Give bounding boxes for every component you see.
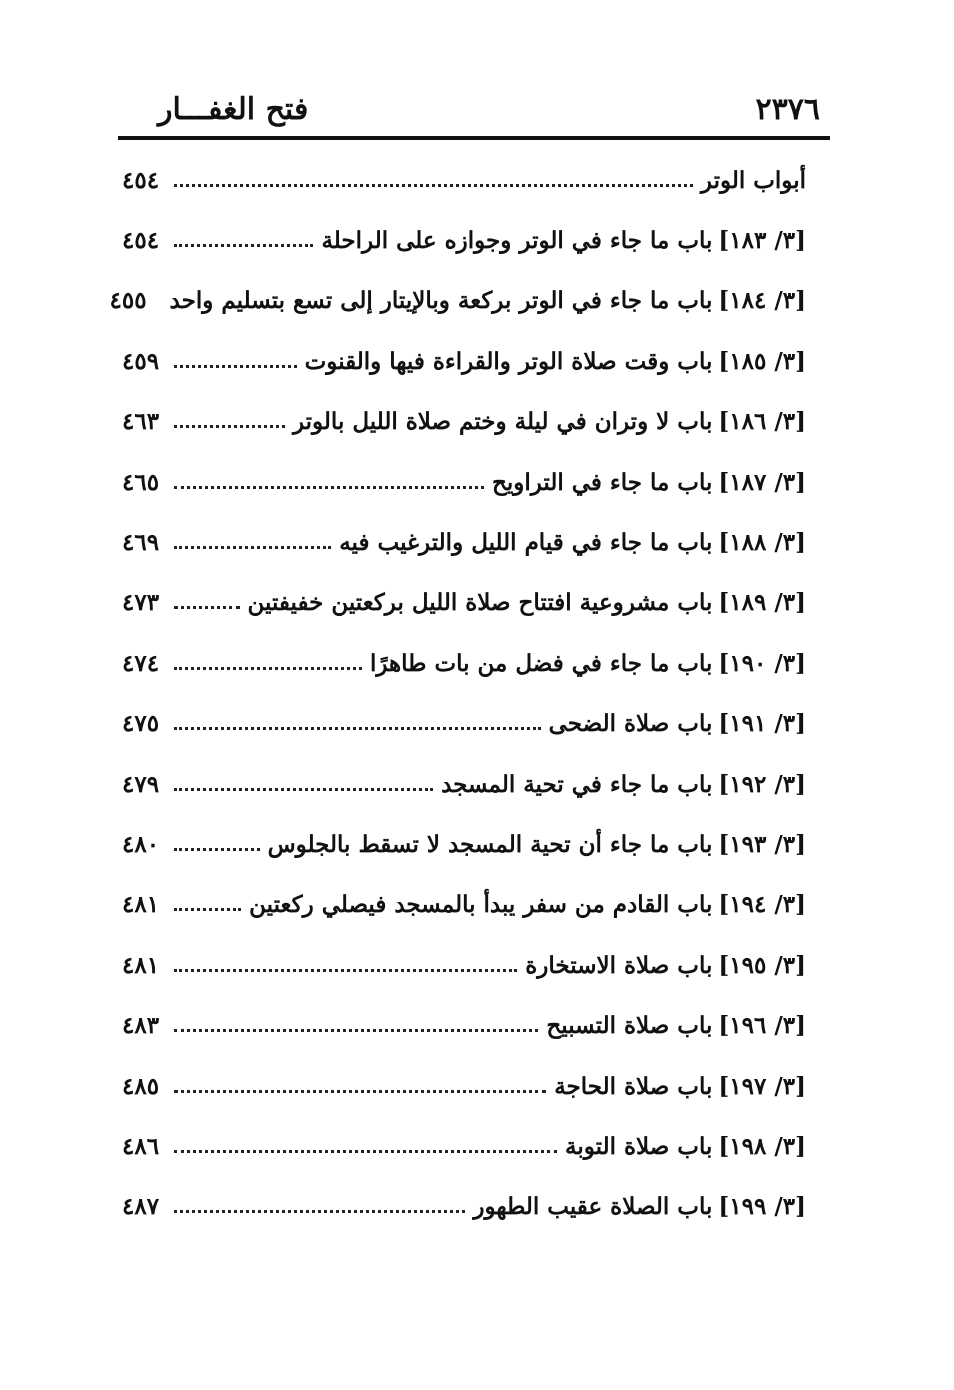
dot-leader — [174, 667, 362, 670]
toc-entry — [109, 271, 806, 331]
toc-entry-title: باب ما جاء في الوتر وجوازه على الراحلة — [321, 227, 713, 255]
toc-entry-title: باب القادم من سفر يبدأ بالمسجد فيصلي ركعتين — [249, 891, 713, 919]
toc-entry-ref: [٣/ ١٨٨] — [718, 529, 806, 557]
toc-entry — [122, 754, 806, 814]
dot-leader — [174, 1090, 546, 1093]
dot-leader — [174, 908, 241, 911]
toc-entry-page: ٤٥٥ — [109, 287, 147, 315]
dot-leader — [174, 1029, 538, 1032]
dot-leader — [174, 848, 260, 851]
toc-entry-ref: [٣/ ١٩٧] — [718, 1072, 806, 1100]
toc-entry-page: ٤٨١ — [122, 891, 160, 919]
toc-entry-title: باب صلاة الضحى — [548, 710, 713, 738]
toc-entry-page: ٤٧٥ — [122, 710, 160, 738]
toc-entry-title: باب ما جاء في التراويح — [491, 468, 713, 496]
header-rule — [118, 136, 830, 140]
toc-entry-ref: [٣/ ١٩٥] — [718, 951, 806, 979]
toc-entry-title: باب ما جاء في فضل من بات طاهرًا — [369, 649, 713, 677]
toc-entry-page: ٤٨١ — [122, 951, 160, 979]
toc-entry-page: ٤٨٧ — [122, 1193, 160, 1221]
toc-entry-ref: [٣/ ١٩٢] — [718, 770, 806, 798]
toc-entry — [122, 694, 806, 754]
toc-entry-page: ٤٨٠ — [122, 830, 160, 858]
toc-entry-title: باب ما جاء أن تحية المسجد لا تسقط بالجلوس — [267, 830, 713, 858]
dot-leader — [174, 727, 541, 730]
toc-entry-title: باب ما جاء في تحية المسجد — [441, 770, 713, 798]
toc-entry-ref: [٣/ ١٩٩] — [718, 1193, 806, 1221]
toc-entry-title: أبواب الوتر — [700, 166, 806, 194]
toc-entry-ref: [٣/ ١٨٦] — [718, 408, 806, 436]
toc-entry-page: ٤٥٤ — [122, 166, 160, 194]
toc-entry-title: باب الصلاة عقيب الطهور — [473, 1193, 713, 1221]
dot-leader — [174, 969, 517, 972]
toc-entry-ref: [٣/ ١٨٤] — [718, 287, 806, 315]
toc-entry — [122, 1116, 806, 1176]
dot-leader — [174, 486, 484, 489]
toc-entry-page: ٤٥٤ — [122, 227, 160, 255]
toc-entry — [122, 512, 806, 572]
page-number: ٢٣٧٦ — [755, 92, 820, 127]
toc-entry-page: ٤٧٣ — [122, 589, 160, 617]
toc-entry-ref: [٣/ ١٨٥] — [718, 347, 806, 375]
dot-leader — [174, 606, 240, 609]
toc-entry — [122, 573, 806, 633]
toc-entry-title: باب صلاة الحاجة — [554, 1072, 713, 1100]
toc-entry — [122, 935, 806, 995]
toc-entry-title: باب وقت صلاة الوتر والقراءة فيها والقنوت — [304, 347, 713, 375]
dot-leader — [174, 184, 693, 187]
dot-leader — [174, 1150, 557, 1153]
table-of-contents — [109, 150, 806, 1237]
book-title: فتح الغفـــار — [158, 92, 309, 127]
toc-entry-page: ٤٧٤ — [122, 649, 160, 677]
toc-entry — [122, 210, 806, 270]
toc-entry-ref: [٣/ ١٩٨] — [718, 1132, 806, 1160]
dot-leader — [174, 425, 285, 428]
toc-entry — [122, 875, 806, 935]
toc-entry-ref: [٣/ ١٨٧] — [718, 468, 806, 496]
dot-leader — [174, 788, 433, 791]
dot-leader — [174, 244, 313, 247]
toc-entry-ref: [٣/ ١٩١] — [718, 710, 806, 738]
toc-entry-page: ٤٦٣ — [122, 408, 160, 436]
dot-leader — [174, 365, 297, 368]
toc-entry-page: ٤٨٦ — [122, 1132, 160, 1160]
toc-entry — [122, 452, 806, 512]
toc-entry-title: باب ما جاء في الوتر بركعة وبالإيتار إلى تسع بتسليم واحد — [169, 287, 713, 315]
toc-entry-ref: [٣/ ١٩٣] — [718, 830, 806, 858]
toc-entry-ref: [٣/ ١٩٤] — [718, 891, 806, 919]
toc-entry-ref: [٣/ ١٩٦] — [718, 1012, 806, 1040]
toc-entry-title: باب لا وتران في ليلة وختم صلاة الليل بالوتر — [292, 408, 713, 436]
toc-entry-ref: [٣/ ١٨٣] — [718, 227, 806, 255]
toc-entry — [122, 1177, 806, 1237]
toc-entry — [122, 392, 806, 452]
toc-entry-page: ٤٨٣ — [122, 1012, 160, 1040]
toc-entry-title: باب مشروعية افتتاح صلاة الليل بركعتين خفيفتين — [247, 589, 713, 617]
toc-entry-title: باب صلاة الاستخارة — [525, 951, 713, 979]
toc-entry — [122, 1056, 806, 1116]
toc-entry-page: ٤٥٩ — [122, 347, 160, 375]
dot-leader — [174, 546, 331, 549]
page-header — [118, 92, 830, 132]
toc-entry — [122, 995, 806, 1055]
toc-entry — [122, 331, 806, 391]
toc-entry-page: ٤٧٩ — [122, 770, 160, 798]
toc-entry-title: باب ما جاء في قيام الليل والترغيب فيه — [339, 529, 713, 557]
toc-entry-page: ٤٦٩ — [122, 529, 160, 557]
toc-entry-page: ٤٨٥ — [122, 1072, 160, 1100]
toc-entry-ref: [٣/ ١٨٩] — [718, 589, 806, 617]
toc-entry — [122, 150, 806, 210]
toc-entry-title: باب صلاة التسبيح — [546, 1012, 713, 1040]
dot-leader — [174, 1210, 465, 1213]
toc-entry-title: باب صلاة التوبة — [565, 1132, 713, 1160]
toc-entry-page: ٤٦٥ — [122, 468, 160, 496]
toc-entry — [122, 633, 806, 693]
toc-entry-ref: [٣/ ١٩٠] — [718, 649, 806, 677]
toc-entry — [122, 814, 806, 874]
